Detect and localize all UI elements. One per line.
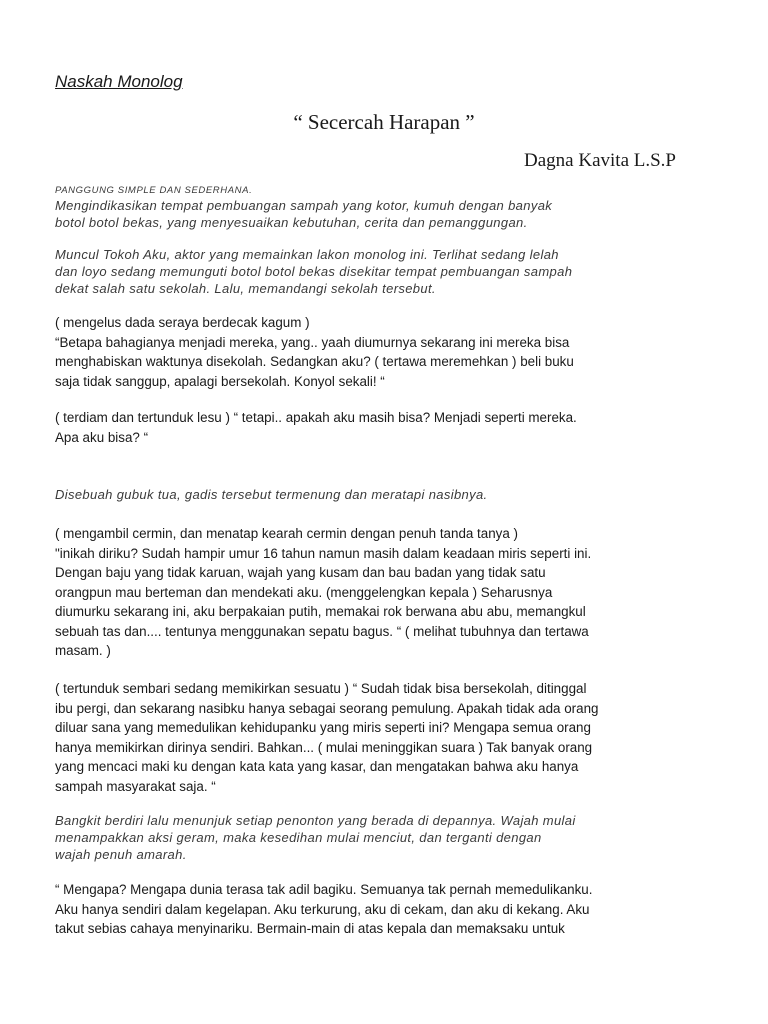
monolog-line: saja tidak sanggup, apalagi bersekolah. Konyol sekali! “ (55, 373, 385, 389)
monolog-line: ibu pergi, dan sekarang nasibku hanya sebagai seorang pemulung. Apakah tidak ada orang (55, 700, 599, 716)
monolog-paragraph (55, 880, 705, 939)
monolog-paragraph (55, 313, 705, 391)
stage-line: wajah penuh amarah. (55, 847, 187, 862)
monolog-line: sampah masyarakat saja. “ (55, 778, 216, 794)
monolog-line: menghabiskan waktunya disekolah. Sedangkan aku? ( tertawa meremehkan ) beli buku (55, 354, 574, 369)
monolog-line: “Betapa bahagianya menjadi mereka, yang.. yaah diumurnya sekarang ini mereka bisa (55, 334, 570, 350)
stage-line: Muncul Tokoh Aku, aktor yang memainkan lakon monolog ini. Terlihat sedang lelah (55, 247, 559, 262)
stage-line: botol botol bekas, yang menyesuaikan kebutuhan, cerita dan pemanggungan. (55, 215, 528, 230)
monolog-line: hanya memikirkan dirinya sendiri. Bahkan... ( mulai meninggikan suara ) Tak banyak orang (55, 739, 593, 755)
stage-line: dan loyo sedang memunguti botol botol bekas disekitar tempat pembuangan sampah (55, 264, 573, 279)
monolog-line: diumurku sekarang ini, aku berpakaian putih, memakai rok berwana abu abu, memangkul (55, 604, 586, 619)
monolog-line: sebuah tas dan.... tentunya menggunakan sepatu bagus. “ ( melihat tubuhnya dan tertawa (55, 623, 589, 639)
monolog-line: takut sebias cahaya menyinariku. Bermain-main di atas kepala dan memaksaku untuk (55, 921, 565, 936)
stage-direction-entrance (55, 246, 700, 297)
monolog-line: ( mengelus dada seraya berdecak kagum ) (55, 315, 310, 330)
stage-direction-anger (55, 812, 700, 863)
monolog-line: "inikah diriku? Sudah hampir umur 16 tahun namun masih dalam keadaan miris seperti ini. (55, 545, 592, 561)
stage-direction-hut (55, 486, 700, 503)
monolog-line: “ Mengapa? Mengapa dunia terasa tak adil bagiku. Semuanya tak pernah memedulikanku. (55, 882, 593, 897)
document-title: “ Secercah Harapan ” (293, 110, 475, 134)
monolog-line: yang mencaci maki ku dengan kata kata yang kasar, dan mengatakan bahwa aku hanya (55, 759, 579, 774)
stage-heading: PANGGUNG SIMPLE DAN SEDERHANA. (55, 185, 253, 196)
stage-line: Bangkit berdiri lalu menunjuk setiap penonton yang berada di depannya. Wajah mulai (55, 813, 576, 828)
monolog-line: ( mengambil cermin, dan menatap kearah cermin dengan penuh tanda tanya ) (55, 526, 518, 541)
stage-line: dekat salah satu sekolah. Lalu, memandangi sekolah tersebut. (55, 281, 436, 296)
stage-line: Mengindikasikan tempat pembuangan sampah yang kotor, kumuh dengan banyak (55, 198, 553, 213)
monolog-paragraph (55, 679, 705, 796)
monolog-line: Apa aku bisa? “ (55, 429, 149, 445)
stage-line: menampakkan aksi geram, maka kesedihan mulai menciut, dan terganti dengan (55, 830, 542, 845)
monolog-line: Dengan baju yang tidak karuan, wajah yang kusam dan bau badan yang tidak satu (55, 565, 546, 580)
monolog-line: orangpun mau berteman dan mendekati aku. (menggelengkan kepala ) Seharusnya (55, 584, 553, 600)
monolog-line: Aku hanya sendiri dalam kegelapan. Aku terkurung, aku di cekam, dan aku di kekang. Aku (55, 901, 590, 917)
stage-line: Disebuah gubuk tua, gadis tersebut termenung dan meratapi nasibnya. (55, 487, 488, 502)
monolog-paragraph (55, 524, 705, 661)
monolog-line: diluar sana yang memedulikan kehidupanku yang miris seperti ini? Mengapa semua orang (55, 720, 591, 735)
document-type-label: Naskah Monolog (55, 72, 183, 91)
monolog-line: masam. ) (55, 643, 111, 658)
monolog-paragraph (55, 408, 705, 447)
monolog-line: ( tertunduk sembari sedang memikirkan sesuatu ) “ Sudah tidak bisa bersekolah, ditinggal (55, 681, 587, 696)
document-author: Dagna Kavita L.S.P (524, 150, 676, 171)
stage-direction-setting (55, 184, 695, 231)
monolog-line: ( terdiam dan tertunduk lesu ) “ tetapi.. apakah aku masih bisa? Menjadi seperti mereka. (55, 410, 577, 425)
